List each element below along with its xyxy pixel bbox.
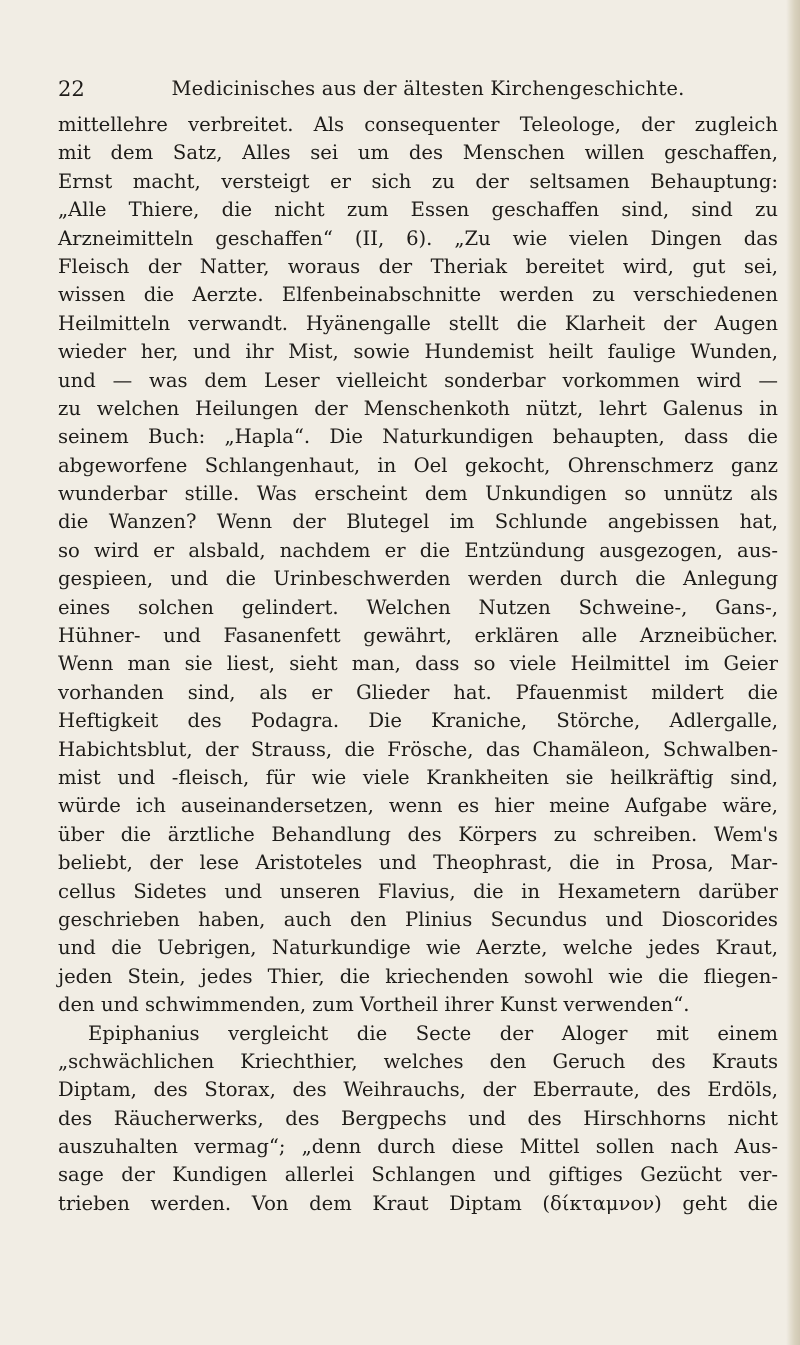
- text-line: wissen die Aerzte. Elfenbeinabschnitte werden zu verschiedenen: [58, 283, 778, 307]
- page-edge-shadow: [786, 0, 800, 1345]
- page-header: [58, 74, 778, 104]
- text-line: eines solchen gelindert. Welchen Nutzen Schweine-, Gans-,: [58, 595, 778, 619]
- text-line: Wenn man sie liest, sieht man, dass so viele Heilmittel im Geier: [58, 652, 778, 676]
- text-line: trieben werden. Von dem Kraut Diptam (δίκταμνον) geht die: [58, 1191, 778, 1215]
- text-line: seinem Buch: „Hapla“. Die Naturkundigen behaupten, dass die: [58, 425, 778, 449]
- text-line: würde ich auseinandersetzen, wenn es hier meine Aufgabe wäre,: [58, 794, 778, 818]
- text-line: so wird er alsbald, nachdem er die Entzündung ausgezogen, aus-: [58, 538, 778, 562]
- text-line: mittellehre verbreitet. Als consequenter Teleologe, der zugleich: [58, 113, 778, 136]
- text-line: abgeworfene Schlangenhaut, in Oel gekocht, Ohrenschmerz ganz: [58, 453, 778, 477]
- text-line: wieder her, und ihr Mist, sowie Hundemist heilt faulige Wunden,: [58, 340, 778, 364]
- running-head: Medicinisches aus der ältesten Kirchengeschichte.: [171, 77, 685, 100]
- text-line: wunderbar stille. Was erscheint dem Unkundigen so unnütz als: [58, 482, 778, 506]
- text-line: des Räucherwerks, des Bergpechs und des Hirschhorns nicht: [58, 1106, 778, 1130]
- text-line: zu welchen Heilungen der Menschenkoth nützt, lehrt Galenus in: [58, 396, 778, 420]
- text-line: sage der Kundigen allerlei Schlangen und giftiges Gezücht ver-: [58, 1163, 778, 1187]
- text-line: beliebt, der lese Aristoteles und Theophrast, die in Prosa, Mar-: [58, 851, 778, 875]
- text-line: und die Uebrigen, Naturkundige wie Aerzte, welche jedes Kraut,: [58, 936, 778, 960]
- text-line: den und schwimmenden, zum Vortheil ihrer Kunst verwenden“.: [58, 993, 690, 1017]
- text-line: Hühner- und Fasanenfett gewährt, erklären alle Arzneibücher.: [58, 624, 778, 648]
- text-line: mit dem Satz, Alles sei um des Menschen willen geschaffen,: [58, 141, 778, 165]
- text-line: Epiphanius vergleicht die Secte der Aloger mit einem: [88, 1021, 778, 1045]
- text-line: „Alle Thiere, die nicht zum Essen geschaffen sind, sind zu: [58, 198, 778, 222]
- text-line: Habichtsblut, der Strauss, die Frösche, das Chamäleon, Schwalben-: [58, 737, 778, 761]
- text-line: mist und -fleisch, für wie viele Krankheiten sie heilkräftig sind,: [58, 765, 778, 789]
- text-line: geschrieben haben, auch den Plinius Secundus und Dioscorides: [58, 907, 778, 931]
- text-line: „schwächlichen Kriechthier, welches den Geruch des Krauts: [58, 1049, 778, 1073]
- text-line: Heilmitteln verwandt. Hyänengalle stellt die Klarheit der Augen: [58, 311, 778, 335]
- page-number: 22: [58, 77, 85, 101]
- text-line: Heftigkeit des Podagra. Die Kraniche, Störche, Adlergalle,: [58, 709, 778, 733]
- text-line: Diptam, des Storax, des Weihrauchs, der Eberraute, des Erdöls,: [58, 1078, 778, 1102]
- text-line: über die ärztliche Behandlung des Körpers zu schreiben. Wem's: [58, 822, 778, 846]
- text-line: auszuhalten vermag“; „denn durch diese Mittel sollen nach Aus-: [58, 1135, 778, 1159]
- text-line: Ernst macht, versteigt er sich zu der seltsamen Behauptung:: [58, 169, 778, 193]
- text-line: gespieen, und die Urinbeschwerden werden durch die Anlegung: [58, 567, 778, 591]
- text-line: Fleisch der Natter, woraus der Theriak bereitet wird, gut sei,: [58, 254, 778, 278]
- text-line: die Wanzen? Wenn der Blutegel im Schlunde angebissen hat,: [58, 510, 778, 534]
- text-line: und — was dem Leser vielleicht sonderbar vorkommen wird —: [58, 368, 778, 392]
- body-text: [58, 111, 778, 1218]
- text-line: Arzneimitteln geschaffen“ (II, 6). „Zu wie vielen Dingen das: [58, 226, 778, 250]
- text-line: jeden Stein, jedes Thier, die kriechenden sowohl wie die fliegen-: [58, 964, 778, 988]
- text-line: cellus Sidetes und unseren Flavius, die in Hexametern darüber: [58, 879, 778, 903]
- text-line: vorhanden sind, als er Glieder hat. Pfauenmist mildert die: [58, 680, 778, 704]
